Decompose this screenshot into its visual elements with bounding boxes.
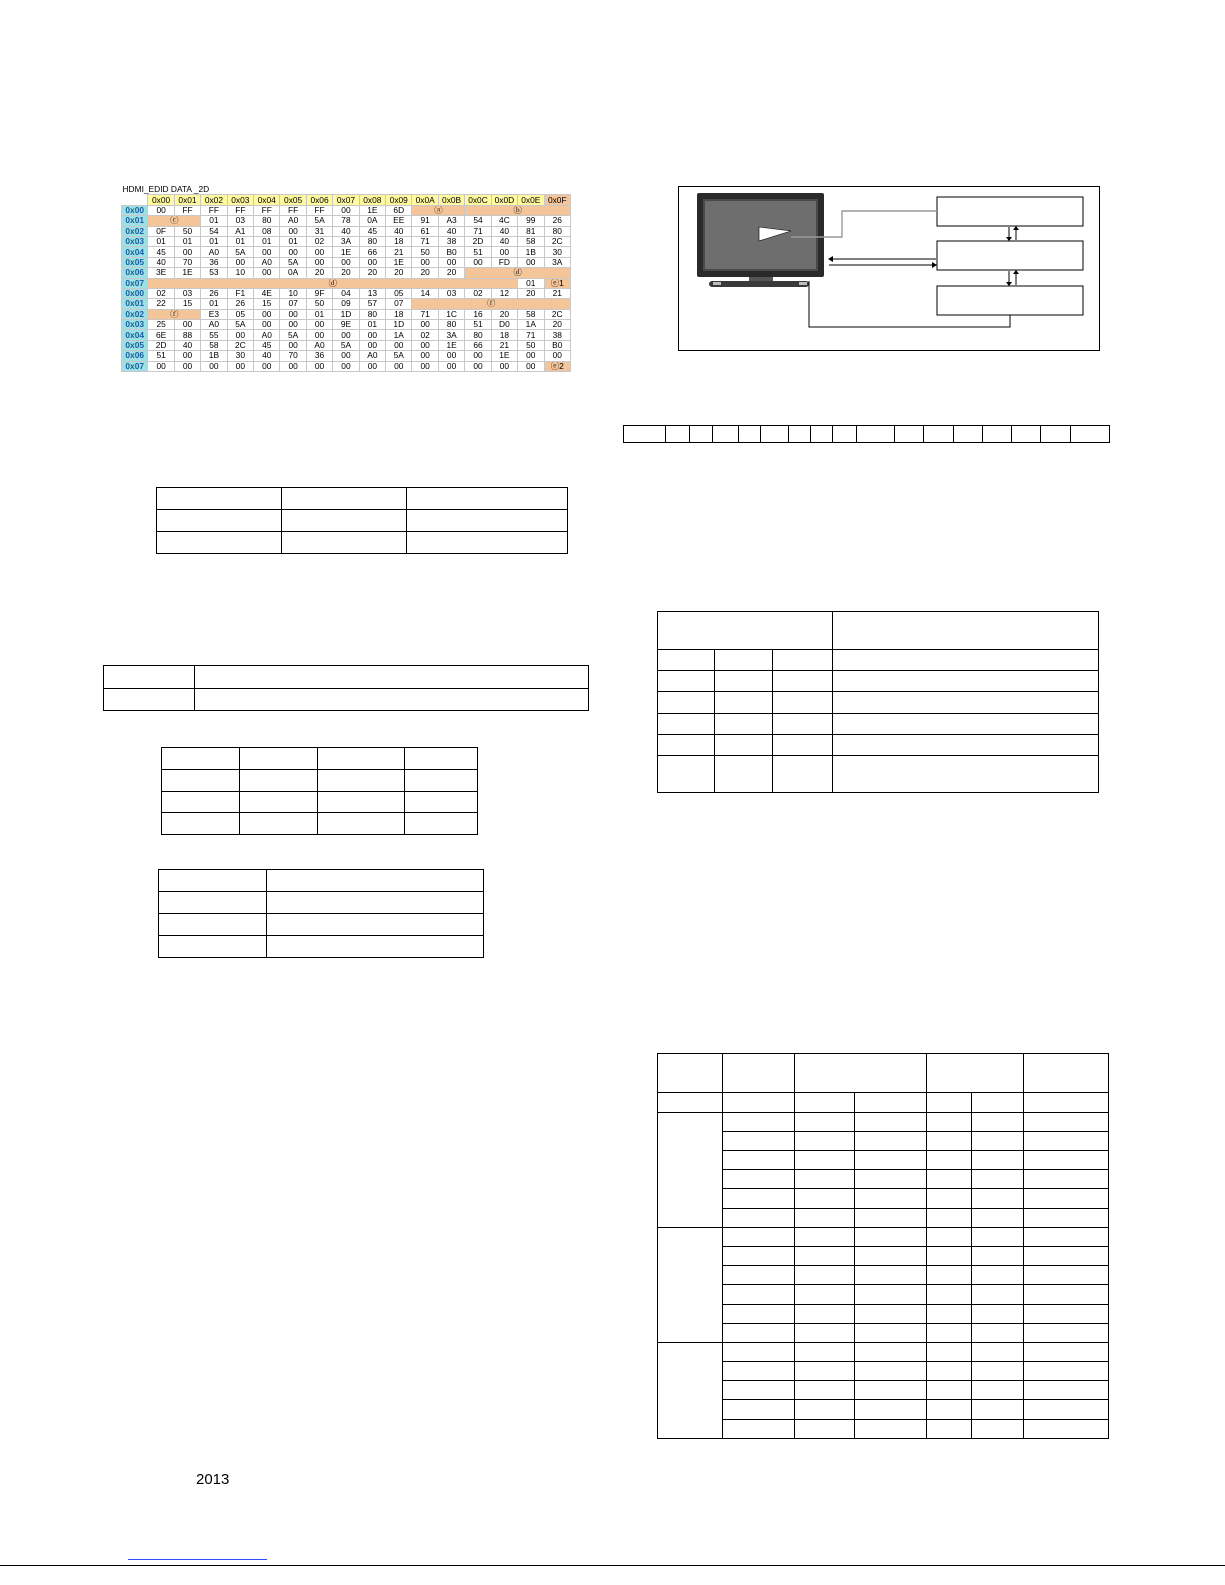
- edid-cell: 00: [333, 361, 359, 371]
- edid-cell: 80: [254, 216, 280, 226]
- edid-cell: 00: [359, 257, 385, 267]
- edid-cell: 01: [201, 236, 227, 246]
- edid-cell: 00: [174, 351, 200, 361]
- edid-cell: 45: [359, 226, 385, 236]
- edid-column-header: 0x09: [386, 195, 412, 205]
- edid-cell: 00: [491, 361, 517, 371]
- connection-diagram: [678, 186, 1100, 351]
- edid-row: [122, 299, 571, 309]
- edid-cell: 3A: [544, 257, 571, 267]
- edid-row-address: 0x07: [122, 278, 148, 288]
- edid-cell: 09: [333, 299, 359, 309]
- edid-column-header: 0x03: [227, 195, 253, 205]
- edid-cell: 80: [438, 320, 464, 330]
- edid-cell: 36: [306, 351, 332, 361]
- edid-cell: 2C: [544, 309, 571, 319]
- edid-cell: A0: [201, 247, 227, 257]
- left-table-4col: [161, 747, 478, 835]
- edid-cell: 1A: [386, 330, 412, 340]
- edid-row: [122, 268, 571, 278]
- edid-cell: 03: [227, 216, 253, 226]
- edid-row-address: 0x05: [122, 340, 148, 350]
- edid-cell: 2C: [544, 236, 571, 246]
- edid-cell: 00: [333, 205, 359, 215]
- edid-cell: 00: [386, 361, 412, 371]
- edid-row-address: 0x03: [122, 320, 148, 330]
- edid-cell: FF: [254, 205, 280, 215]
- edid-row: [122, 236, 571, 246]
- edid-cell: 14: [412, 288, 438, 298]
- edid-cell: 13: [359, 288, 385, 298]
- edid-cell: 4C: [491, 216, 517, 226]
- edid-cell: 15: [254, 299, 280, 309]
- edid-cell: 61: [412, 226, 438, 236]
- edid-cell: 3E: [148, 268, 174, 278]
- edid-cell: FD: [491, 257, 517, 267]
- edid-cell: FF: [227, 205, 253, 215]
- edid-cell: 1D: [386, 320, 412, 330]
- edid-cell: 2C: [227, 340, 253, 350]
- edid-row-address: 0x05: [122, 257, 148, 267]
- edid-cell: 00: [412, 340, 438, 350]
- edid-cell: 1C: [438, 309, 464, 319]
- edid-cell: 25: [148, 320, 174, 330]
- edid-cell: 10: [227, 268, 253, 278]
- edid-cell: 2D: [148, 340, 174, 350]
- edid-cell: 38: [544, 330, 571, 340]
- edid-cell: 00: [438, 351, 464, 361]
- edid-row-address: 0x04: [122, 330, 148, 340]
- left-table-3col: [156, 487, 568, 554]
- edid-cell: 1E: [174, 268, 200, 278]
- edid-cell: 00: [174, 247, 200, 257]
- edid-cell: 00: [465, 361, 491, 371]
- tv-icon: [697, 193, 824, 287]
- edid-row-address: 0x01: [122, 299, 148, 309]
- edid-cell: 40: [491, 236, 517, 246]
- edid-cell: 00: [438, 257, 464, 267]
- edid-cell: EE: [386, 216, 412, 226]
- edid-cell: FF: [201, 205, 227, 215]
- edid-cell: 01: [359, 320, 385, 330]
- edid-cell: B0: [438, 247, 464, 257]
- edid-row: [122, 361, 571, 371]
- edid-cell: 0A: [280, 268, 306, 278]
- edid-cell: 18: [386, 309, 412, 319]
- edid-cell: 00: [518, 361, 544, 371]
- edid-cell: 5A: [386, 351, 412, 361]
- edid-row: [122, 309, 571, 319]
- edid-cell: 00: [280, 340, 306, 350]
- edid-cell: 58: [518, 236, 544, 246]
- edid-cell: 02: [465, 288, 491, 298]
- edid-cell: 00: [359, 330, 385, 340]
- edid-row-address: 0x03: [122, 236, 148, 246]
- edid-cell: 50: [174, 226, 200, 236]
- edid-cell: 00: [412, 320, 438, 330]
- edid-cell: 00: [333, 351, 359, 361]
- right-table-timing: [657, 1053, 1109, 1439]
- edid-cell: 20: [333, 268, 359, 278]
- edid-cell: 00: [280, 247, 306, 257]
- edid-cell: 15: [174, 299, 200, 309]
- edid-cell: 00: [386, 340, 412, 350]
- edid-marked-field: ⓓ: [148, 278, 518, 288]
- edid-cell: F1: [227, 288, 253, 298]
- edid-column-header: 0x04: [254, 195, 280, 205]
- edid-row-address: 0x04: [122, 247, 148, 257]
- edid-cell: 00: [333, 257, 359, 267]
- edid-cell: 45: [148, 247, 174, 257]
- edid-cell: 00: [412, 257, 438, 267]
- edid-cell: 20: [386, 268, 412, 278]
- edid-cell: 01: [148, 236, 174, 246]
- edid-cell: FF: [280, 205, 306, 215]
- edid-cell: 02: [306, 236, 332, 246]
- edid-cell: 71: [412, 236, 438, 246]
- edid-row: [122, 320, 571, 330]
- edid-cell: 57: [359, 299, 385, 309]
- edid-row: [122, 351, 571, 361]
- edid-cell: 50: [412, 247, 438, 257]
- edid-cell: 30: [227, 351, 253, 361]
- edid-data-table: [121, 185, 571, 372]
- edid-cell: 91: [412, 216, 438, 226]
- edid-row-address: 0x00: [122, 288, 148, 298]
- edid-cell: 1D: [333, 309, 359, 319]
- edid-row: [122, 226, 571, 236]
- edid-cell: 01: [201, 299, 227, 309]
- edid-column-header: 0x01: [174, 195, 200, 205]
- edid-row: [122, 257, 571, 267]
- edid-row: [122, 330, 571, 340]
- edid-marked-field: ⓑ: [465, 205, 571, 215]
- edid-cell: 00: [544, 351, 571, 361]
- edid-cell: 20: [491, 309, 517, 319]
- edid-cell: 70: [280, 351, 306, 361]
- edid-row: [122, 288, 571, 298]
- edid-cell: 01: [174, 236, 200, 246]
- edid-cell: 26: [201, 288, 227, 298]
- edid-title: HDMI_EDID DATA _2D: [122, 185, 210, 195]
- edid-cell: 80: [359, 309, 385, 319]
- edid-row-address: 0x02: [122, 309, 148, 319]
- edid-cell: 80: [359, 236, 385, 246]
- edid-row-address: 0x02: [122, 226, 148, 236]
- edid-cell: 01: [306, 309, 332, 319]
- left-table-2col: [158, 869, 484, 958]
- edid-cell: 81: [518, 226, 544, 236]
- edid-cell: 21: [386, 247, 412, 257]
- edid-marked-field: ⓓ: [465, 268, 571, 278]
- edid-column-header: 0x08: [359, 195, 385, 205]
- edid-cell: 0A: [359, 216, 385, 226]
- left-table-2col-wide: [103, 665, 589, 711]
- edid-cell: 00: [306, 361, 332, 371]
- edid-cell: 1B: [518, 247, 544, 257]
- edid-cell: 5A: [227, 320, 253, 330]
- edid-cell: 58: [518, 309, 544, 319]
- edid-row-address: 0x06: [122, 268, 148, 278]
- edid-cell: 31: [306, 226, 332, 236]
- edid-cell: 71: [412, 309, 438, 319]
- edid-cell: 66: [359, 247, 385, 257]
- edid-cell: 1E: [438, 340, 464, 350]
- edid-column-header: 0x0E: [518, 195, 544, 205]
- edid-cell: 45: [254, 340, 280, 350]
- edid-cell: 50: [518, 340, 544, 350]
- edid-cell: 30: [544, 247, 571, 257]
- edid-cell: A0: [201, 320, 227, 330]
- edid-cell: 00: [306, 257, 332, 267]
- right-table-spec: [657, 611, 1099, 793]
- edid-cell: 00: [306, 320, 332, 330]
- edid-cell: 07: [386, 299, 412, 309]
- edid-cell: 99: [518, 216, 544, 226]
- bit-field-row-table: [623, 425, 1110, 443]
- edid-cell: 01: [280, 236, 306, 246]
- edid-cell: 71: [465, 226, 491, 236]
- edid-cell: 20: [359, 268, 385, 278]
- edid-cell: 40: [254, 351, 280, 361]
- edid-cell: 21: [544, 288, 571, 298]
- edid-cell: 01: [201, 216, 227, 226]
- edid-cell: A3: [438, 216, 464, 226]
- edid-cell: 5A: [333, 340, 359, 350]
- edid-cell: FF: [306, 205, 332, 215]
- edid-cell: FF: [174, 205, 200, 215]
- edid-cell: 80: [465, 330, 491, 340]
- edid-cell: D0: [491, 320, 517, 330]
- edid-row: [122, 278, 571, 288]
- edid-cell: 05: [227, 309, 253, 319]
- edid-cell: 02: [148, 288, 174, 298]
- edid-cell: A0: [254, 257, 280, 267]
- edid-cell: 1E: [491, 351, 517, 361]
- edid-cell: 88: [174, 330, 200, 340]
- edid-cell: 00: [254, 361, 280, 371]
- edid-row: [122, 247, 571, 257]
- diagram-box-middle: [937, 241, 1083, 270]
- edid-marked-field: ⓕ: [148, 309, 201, 319]
- edid-cell: 1A: [518, 320, 544, 330]
- edid-cell: 3A: [333, 236, 359, 246]
- edid-cell: 00: [254, 268, 280, 278]
- edid-cell: 01: [518, 278, 544, 288]
- edid-cell: 40: [148, 257, 174, 267]
- edid-cell: 04: [333, 288, 359, 298]
- edid-cell: 00: [359, 361, 385, 371]
- edid-cell: 00: [280, 320, 306, 330]
- edid-cell: 20: [518, 288, 544, 298]
- edid-cell: 07: [280, 299, 306, 309]
- diagram-box-top: [937, 197, 1083, 226]
- edid-cell: 22: [148, 299, 174, 309]
- edid-marked-field: ⓕ: [412, 299, 571, 309]
- edid-column-header: 0x0C: [465, 195, 491, 205]
- edid-cell: 00: [412, 351, 438, 361]
- edid-cell: A0: [254, 330, 280, 340]
- edid-cell: 00: [438, 361, 464, 371]
- edid-cell: 36: [201, 257, 227, 267]
- edid-cell: 01: [227, 236, 253, 246]
- footer-year: 2013: [196, 1471, 230, 1488]
- edid-cell: 1E: [333, 247, 359, 257]
- edid-cell: 00: [412, 361, 438, 371]
- edid-column-header: 0x0B: [438, 195, 464, 205]
- edid-cell: 02: [412, 330, 438, 340]
- diagram-box-bottom: [937, 286, 1083, 315]
- edid-cell: E3: [201, 309, 227, 319]
- edid-cell: 00: [280, 226, 306, 236]
- edid-cell: 38: [438, 236, 464, 246]
- edid-cell: A0: [280, 216, 306, 226]
- edid-cell: A1: [227, 226, 253, 236]
- edid-cell: 00: [227, 330, 253, 340]
- edid-cell: 00: [333, 330, 359, 340]
- edid-cell: 00: [174, 361, 200, 371]
- edid-cell: 54: [201, 226, 227, 236]
- edid-cell: 20: [438, 268, 464, 278]
- edid-cell: 05: [386, 288, 412, 298]
- edid-cell: 9F: [306, 288, 332, 298]
- edid-cell: 00: [465, 351, 491, 361]
- edid-row: [122, 340, 571, 350]
- edid-cell: 58: [201, 340, 227, 350]
- edid-cell: 00: [306, 330, 332, 340]
- edid-cell: 6D: [386, 205, 412, 215]
- edid-column-header: 0x05: [280, 195, 306, 205]
- edid-row: [122, 205, 571, 215]
- edid-cell: 66: [465, 340, 491, 350]
- edid-cell: 40: [438, 226, 464, 236]
- edid-cell: 2D: [465, 236, 491, 246]
- edid-cell: 21: [491, 340, 517, 350]
- edid-cell: 00: [254, 320, 280, 330]
- edid-marked-field: ⓒ: [148, 216, 201, 226]
- edid-cell: 18: [386, 236, 412, 246]
- edid-cell: B0: [544, 340, 571, 350]
- edid-cell: 80: [544, 226, 571, 236]
- edid-cell: 16: [465, 309, 491, 319]
- edid-cell: 55: [201, 330, 227, 340]
- edid-cell: 00: [491, 247, 517, 257]
- edid-row-address: 0x07: [122, 361, 148, 371]
- edid-cell: 00: [465, 257, 491, 267]
- edid-cell: 40: [174, 340, 200, 350]
- edid-cell: 0F: [148, 226, 174, 236]
- edid-cell: 40: [386, 226, 412, 236]
- edid-cell: 5A: [280, 257, 306, 267]
- edid-cell: 18: [491, 330, 517, 340]
- edid-cell: 6E: [148, 330, 174, 340]
- edid-cell: A0: [306, 340, 332, 350]
- edid-cell: 1B: [201, 351, 227, 361]
- edid-cell: 1E: [386, 257, 412, 267]
- edid-cell: 20: [544, 320, 571, 330]
- edid-cell: 00: [254, 309, 280, 319]
- edid-cell: 40: [333, 226, 359, 236]
- edid-cell: 5A: [306, 216, 332, 226]
- edid-corner: [122, 195, 148, 205]
- edid-cell: 00: [280, 361, 306, 371]
- edid-row-address: 0x01: [122, 216, 148, 226]
- edid-cell: 00: [306, 247, 332, 257]
- edid-row: [122, 216, 571, 226]
- edid-cell: 4E: [254, 288, 280, 298]
- edid-column-header: 0x07: [333, 195, 359, 205]
- edid-cell: 00: [227, 361, 253, 371]
- edid-row-address: 0x06: [122, 351, 148, 361]
- edid-cell: 51: [465, 247, 491, 257]
- edid-cell: 00: [359, 340, 385, 350]
- edid-cell: 00: [518, 351, 544, 361]
- edid-cell: 00: [148, 361, 174, 371]
- edid-cell: 78: [333, 216, 359, 226]
- footer-link-underline[interactable]: [128, 1559, 267, 1560]
- edid-cell: 70: [174, 257, 200, 267]
- edid-cell: 1E: [359, 205, 385, 215]
- edid-cell: ⓔ1: [544, 278, 571, 288]
- edid-column-header: 0x00: [148, 195, 174, 205]
- edid-cell: 00: [254, 247, 280, 257]
- bottom-rule: [0, 1565, 1225, 1566]
- edid-cell: 3A: [438, 330, 464, 340]
- edid-cell: 12: [491, 288, 517, 298]
- diagram-svg: [679, 187, 1099, 350]
- edid-cell: 00: [201, 361, 227, 371]
- edid-cell: 01: [254, 236, 280, 246]
- edid-cell: 00: [227, 257, 253, 267]
- edid-cell: 5A: [227, 247, 253, 257]
- edid-cell: 08: [254, 226, 280, 236]
- edid-column-header: 0x0A: [412, 195, 438, 205]
- edid-cell: 00: [280, 309, 306, 319]
- edid-cell: 00: [174, 320, 200, 330]
- edid-cell: 50: [306, 299, 332, 309]
- edid-cell: 03: [438, 288, 464, 298]
- edid-cell: 51: [148, 351, 174, 361]
- edid-cell: 53: [201, 268, 227, 278]
- edid-row-address: 0x00: [122, 205, 148, 215]
- edid-marked-field: ⓐ: [412, 205, 465, 215]
- edid-cell: 26: [544, 216, 571, 226]
- edid-cell: ⓔ2: [544, 361, 571, 371]
- edid-cell: 26: [227, 299, 253, 309]
- edid-cell: 20: [412, 268, 438, 278]
- edid-column-header: 0x06: [306, 195, 332, 205]
- edid-cell: 51: [465, 320, 491, 330]
- edid-column-header: 0x0F: [544, 195, 571, 205]
- edid-cell: 03: [174, 288, 200, 298]
- edid-cell: 40: [491, 226, 517, 236]
- edid-cell: 10: [280, 288, 306, 298]
- edid-column-header: 0x02: [201, 195, 227, 205]
- edid-cell: 71: [518, 330, 544, 340]
- edid-cell: 00: [148, 205, 174, 215]
- edid-cell: 54: [465, 216, 491, 226]
- edid-cell: 9E: [333, 320, 359, 330]
- edid-cell: A0: [359, 351, 385, 361]
- edid-cell: 20: [306, 268, 332, 278]
- edid-cell: 00: [518, 257, 544, 267]
- edid-column-header: 0x0D: [491, 195, 517, 205]
- edid-cell: 5A: [280, 330, 306, 340]
